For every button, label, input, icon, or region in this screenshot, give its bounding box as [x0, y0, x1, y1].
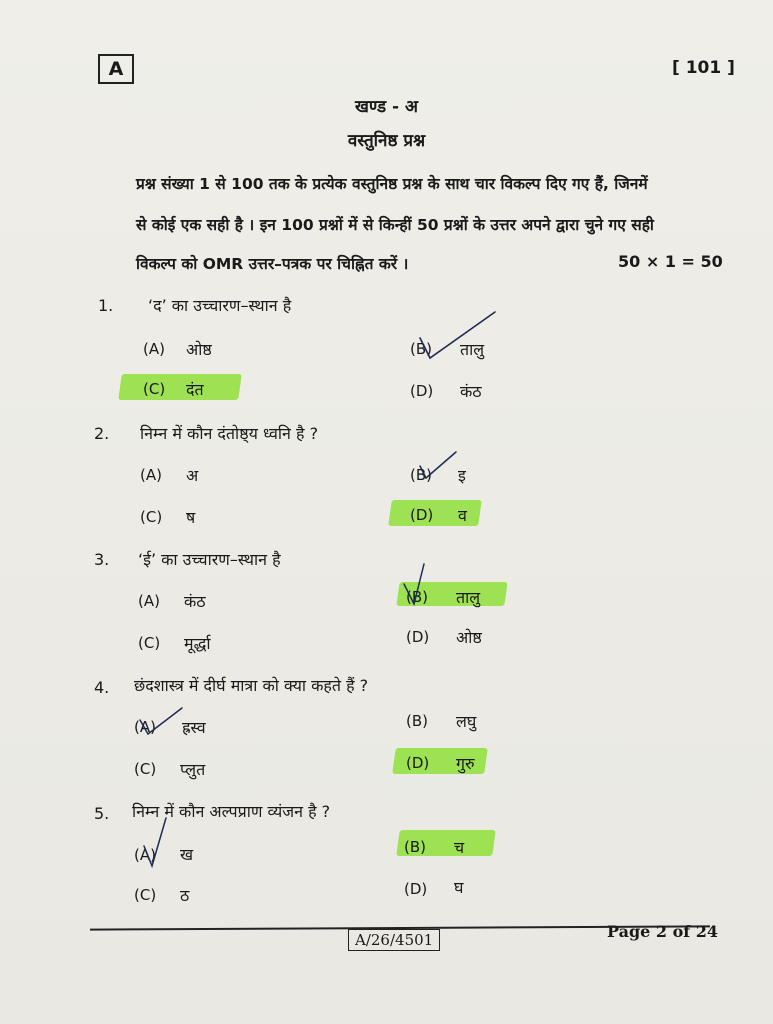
option-label[interactable]: (B)	[410, 466, 432, 484]
option-text: च	[454, 838, 465, 857]
option-text: घ	[454, 878, 464, 897]
paper-code: A/26/4501	[348, 929, 440, 951]
option-text: ख	[180, 845, 194, 864]
marks-formula: 50 × 1 = 50	[618, 252, 723, 271]
question-text: निम्न में कौन अल्पप्राण व्यंजन है ?	[132, 802, 331, 821]
option-label[interactable]: (D)	[410, 506, 434, 524]
instructions-line-2: से कोई एक सही है । इन 100 प्रश्नों में से किन्हीं 50 प्रश्नों के उत्तर अपने द्वारा चुने गए सही	[136, 216, 654, 234]
option-label[interactable]: (A)	[143, 340, 165, 358]
option-label[interactable]: (A)	[140, 466, 162, 484]
option-label[interactable]: (D)	[410, 382, 434, 400]
option-text: कंठ	[460, 382, 482, 401]
question-text: ‘ई’ का उच्चारण–स्थान है	[138, 550, 281, 569]
instructions-line-1: प्रश्न संख्या 1 से 100 तक के प्रत्येक वस्तुनिष्ठ प्रश्न के साथ चार विकल्प दिए गए हैं, जिनमें	[136, 175, 648, 193]
option-label[interactable]: (C)	[134, 760, 157, 778]
answer-highlight-q2	[388, 500, 482, 526]
option-label[interactable]: (A)	[138, 592, 160, 610]
option-text: इ	[458, 466, 466, 485]
option-label[interactable]: (A)	[134, 846, 156, 864]
question-text: निम्न में कौन दंतोष्ठ्य ध्वनि है ?	[140, 424, 319, 443]
question-number: 5.	[94, 804, 110, 823]
option-text: तालु	[460, 340, 485, 359]
question-number: 2.	[94, 424, 110, 443]
option-text: ओष्ठ	[186, 340, 212, 359]
option-label[interactable]: (B)	[406, 588, 428, 606]
section-subtitle: वस्तुनिष्ठ प्रश्न	[347, 131, 426, 151]
page-code: [ 101 ]	[672, 58, 735, 78]
question-number: 4.	[94, 678, 110, 697]
option-text: ष	[186, 508, 196, 527]
option-label[interactable]: (D)	[406, 628, 430, 646]
question-text: छंदशास्त्र में दीर्घ मात्रा को क्या कहते हैं ?	[134, 676, 369, 695]
option-text: ह्रस्व	[182, 718, 206, 737]
option-label[interactable]: (B)	[404, 838, 426, 856]
option-label[interactable]: (C)	[143, 380, 166, 398]
option-text: ओष्ठ	[456, 628, 482, 647]
option-label[interactable]: (C)	[140, 508, 163, 526]
option-text: व	[458, 506, 467, 525]
option-text: ठ	[180, 886, 190, 905]
page-number: Page 2 of 24	[607, 922, 718, 941]
option-label[interactable]: (A)	[134, 718, 156, 736]
question-number: 1.	[98, 296, 114, 315]
option-text: तालु	[456, 588, 481, 607]
option-text: प्लुत	[180, 760, 206, 779]
option-label[interactable]: (D)	[404, 880, 428, 898]
question-text: ‘द’ का उच्चारण–स्थान है	[148, 296, 292, 315]
answer-highlight-q1	[118, 374, 242, 400]
option-text: कंठ	[184, 592, 206, 611]
option-text: लघु	[456, 712, 477, 731]
question-number: 3.	[94, 550, 110, 569]
option-text: अ	[186, 466, 199, 485]
instructions-line-3: विकल्प को OMR उत्तर–पत्रक पर चिह्नित करें ।	[136, 255, 409, 273]
option-label[interactable]: (C)	[134, 886, 157, 904]
option-text: दंत	[186, 380, 204, 399]
option-text: गुरु	[456, 754, 475, 773]
set-label-box: A	[98, 54, 134, 84]
option-label[interactable]: (B)	[406, 712, 428, 730]
option-text: मूर्द्धा	[184, 634, 211, 653]
section-title: खण्ड - अ	[355, 97, 418, 117]
option-label[interactable]: (C)	[138, 634, 161, 652]
option-label[interactable]: (B)	[410, 340, 432, 358]
option-label[interactable]: (D)	[406, 754, 430, 772]
